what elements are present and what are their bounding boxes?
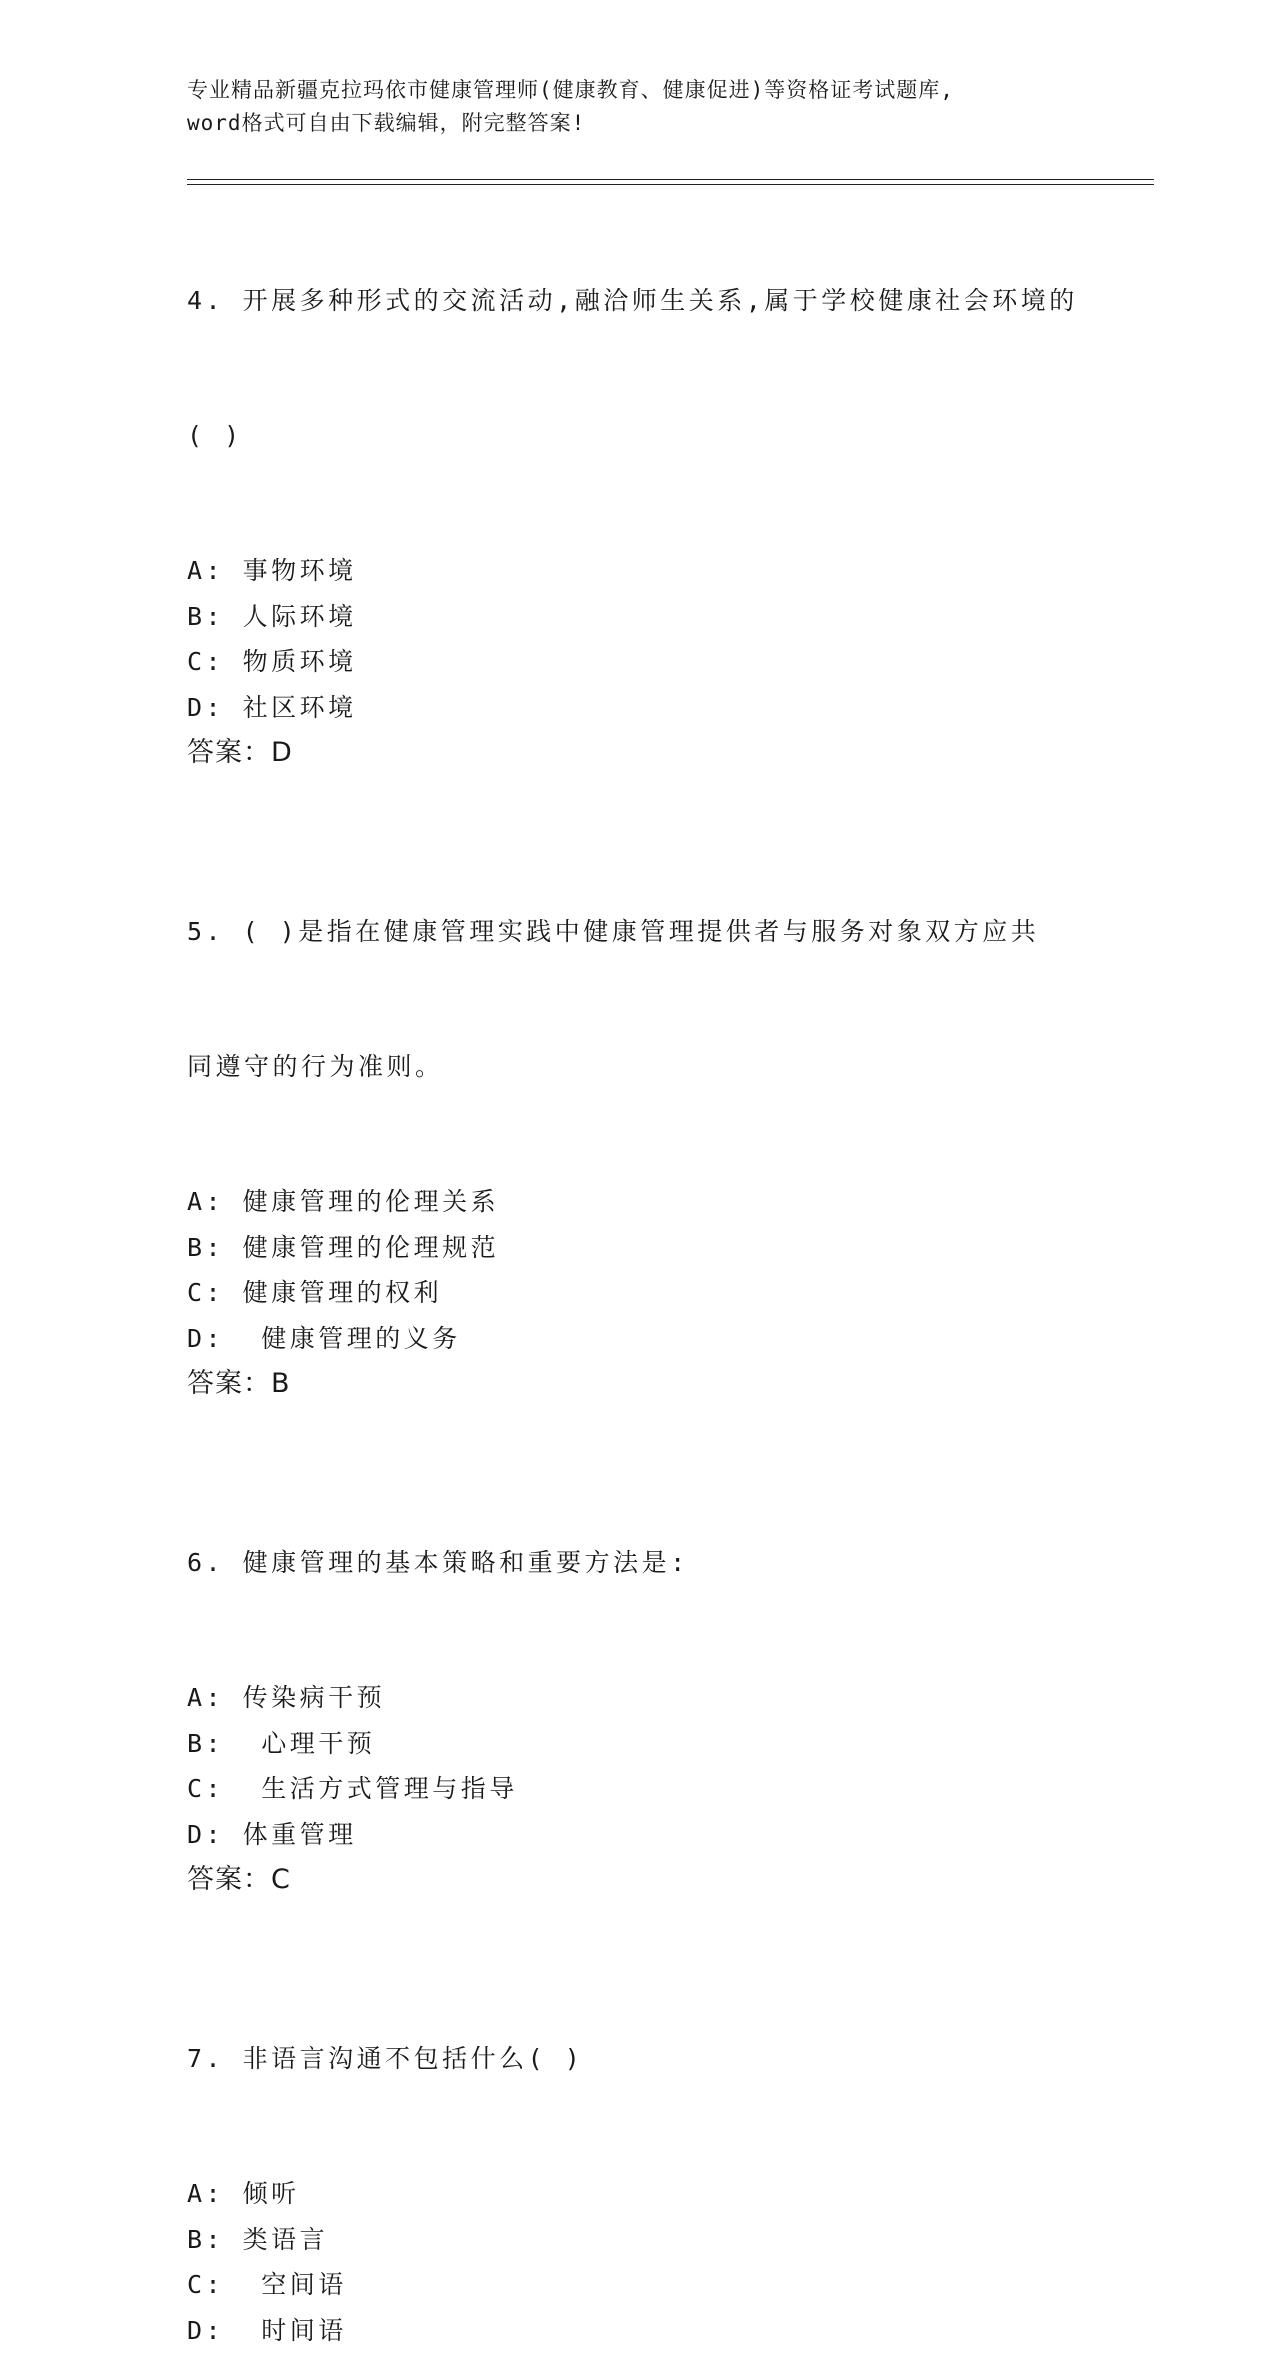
option-c: C: 物质环境 bbox=[187, 639, 1087, 685]
option-b: B: 心理干预 bbox=[187, 1721, 1087, 1767]
header-line-2: word格式可自由下载编辑，附完整答案! bbox=[187, 107, 1067, 140]
spacer bbox=[187, 1903, 1087, 1946]
option-a: A: 传染病干预 bbox=[187, 1675, 1087, 1721]
spacer bbox=[187, 776, 1087, 819]
option-c: C: 生活方式管理与指导 bbox=[187, 1766, 1087, 1812]
stem-line: ( ) bbox=[187, 413, 1087, 458]
question-list bbox=[187, 188, 1087, 2353]
option-c: C: 空间语 bbox=[187, 2262, 1087, 2308]
spacer bbox=[187, 1407, 1087, 1450]
question-5 bbox=[187, 819, 1087, 1407]
header-divider-top bbox=[187, 179, 1154, 180]
question-stem bbox=[187, 819, 1087, 1179]
header-line-1: 专业精品新疆克拉玛依市健康管理师(健康教育、健康促进)等资格证考试题库, bbox=[187, 74, 1067, 107]
stem-line: 6. 健康管理的基本策略和重要方法是: bbox=[187, 1540, 1087, 1585]
stem-line: 5. ( )是指在健康管理实践中健康管理提供者与服务对象双方应共 bbox=[187, 909, 1087, 954]
option-b: B: 人际环境 bbox=[187, 594, 1087, 640]
option-c: C: 健康管理的权利 bbox=[187, 1270, 1087, 1316]
question-stem bbox=[187, 1946, 1087, 2171]
document-header bbox=[187, 74, 1067, 140]
header-divider-bottom bbox=[187, 184, 1154, 185]
option-d: D: 健康管理的义务 bbox=[187, 1316, 1087, 1362]
option-d: D: 体重管理 bbox=[187, 1812, 1087, 1858]
answer-label: 答案：B bbox=[187, 1361, 1087, 1407]
question-stem bbox=[187, 1450, 1087, 1675]
stem-line: 7. 非语言沟通不包括什么( ) bbox=[187, 2036, 1087, 2081]
answer-label: 答案：C bbox=[187, 1857, 1087, 1903]
stem-line: 4. 开展多种形式的交流活动,融洽师生关系,属于学校健康社会环境的 bbox=[187, 278, 1087, 323]
option-d: D: 时间语 bbox=[187, 2308, 1087, 2353]
question-6 bbox=[187, 1450, 1087, 1903]
option-a: A: 倾听 bbox=[187, 2171, 1087, 2217]
option-b: B: 健康管理的伦理规范 bbox=[187, 1225, 1087, 1271]
option-d: D: 社区环境 bbox=[187, 685, 1087, 731]
question-stem bbox=[187, 188, 1087, 548]
question-4 bbox=[187, 188, 1087, 776]
question-7 bbox=[187, 1946, 1087, 2353]
option-a: A: 事物环境 bbox=[187, 548, 1087, 594]
stem-line: 同遵守的行为准则。 bbox=[187, 1044, 1087, 1089]
answer-label: 答案：D bbox=[187, 730, 1087, 776]
option-a: A: 健康管理的伦理关系 bbox=[187, 1179, 1087, 1225]
option-b: B: 类语言 bbox=[187, 2217, 1087, 2263]
